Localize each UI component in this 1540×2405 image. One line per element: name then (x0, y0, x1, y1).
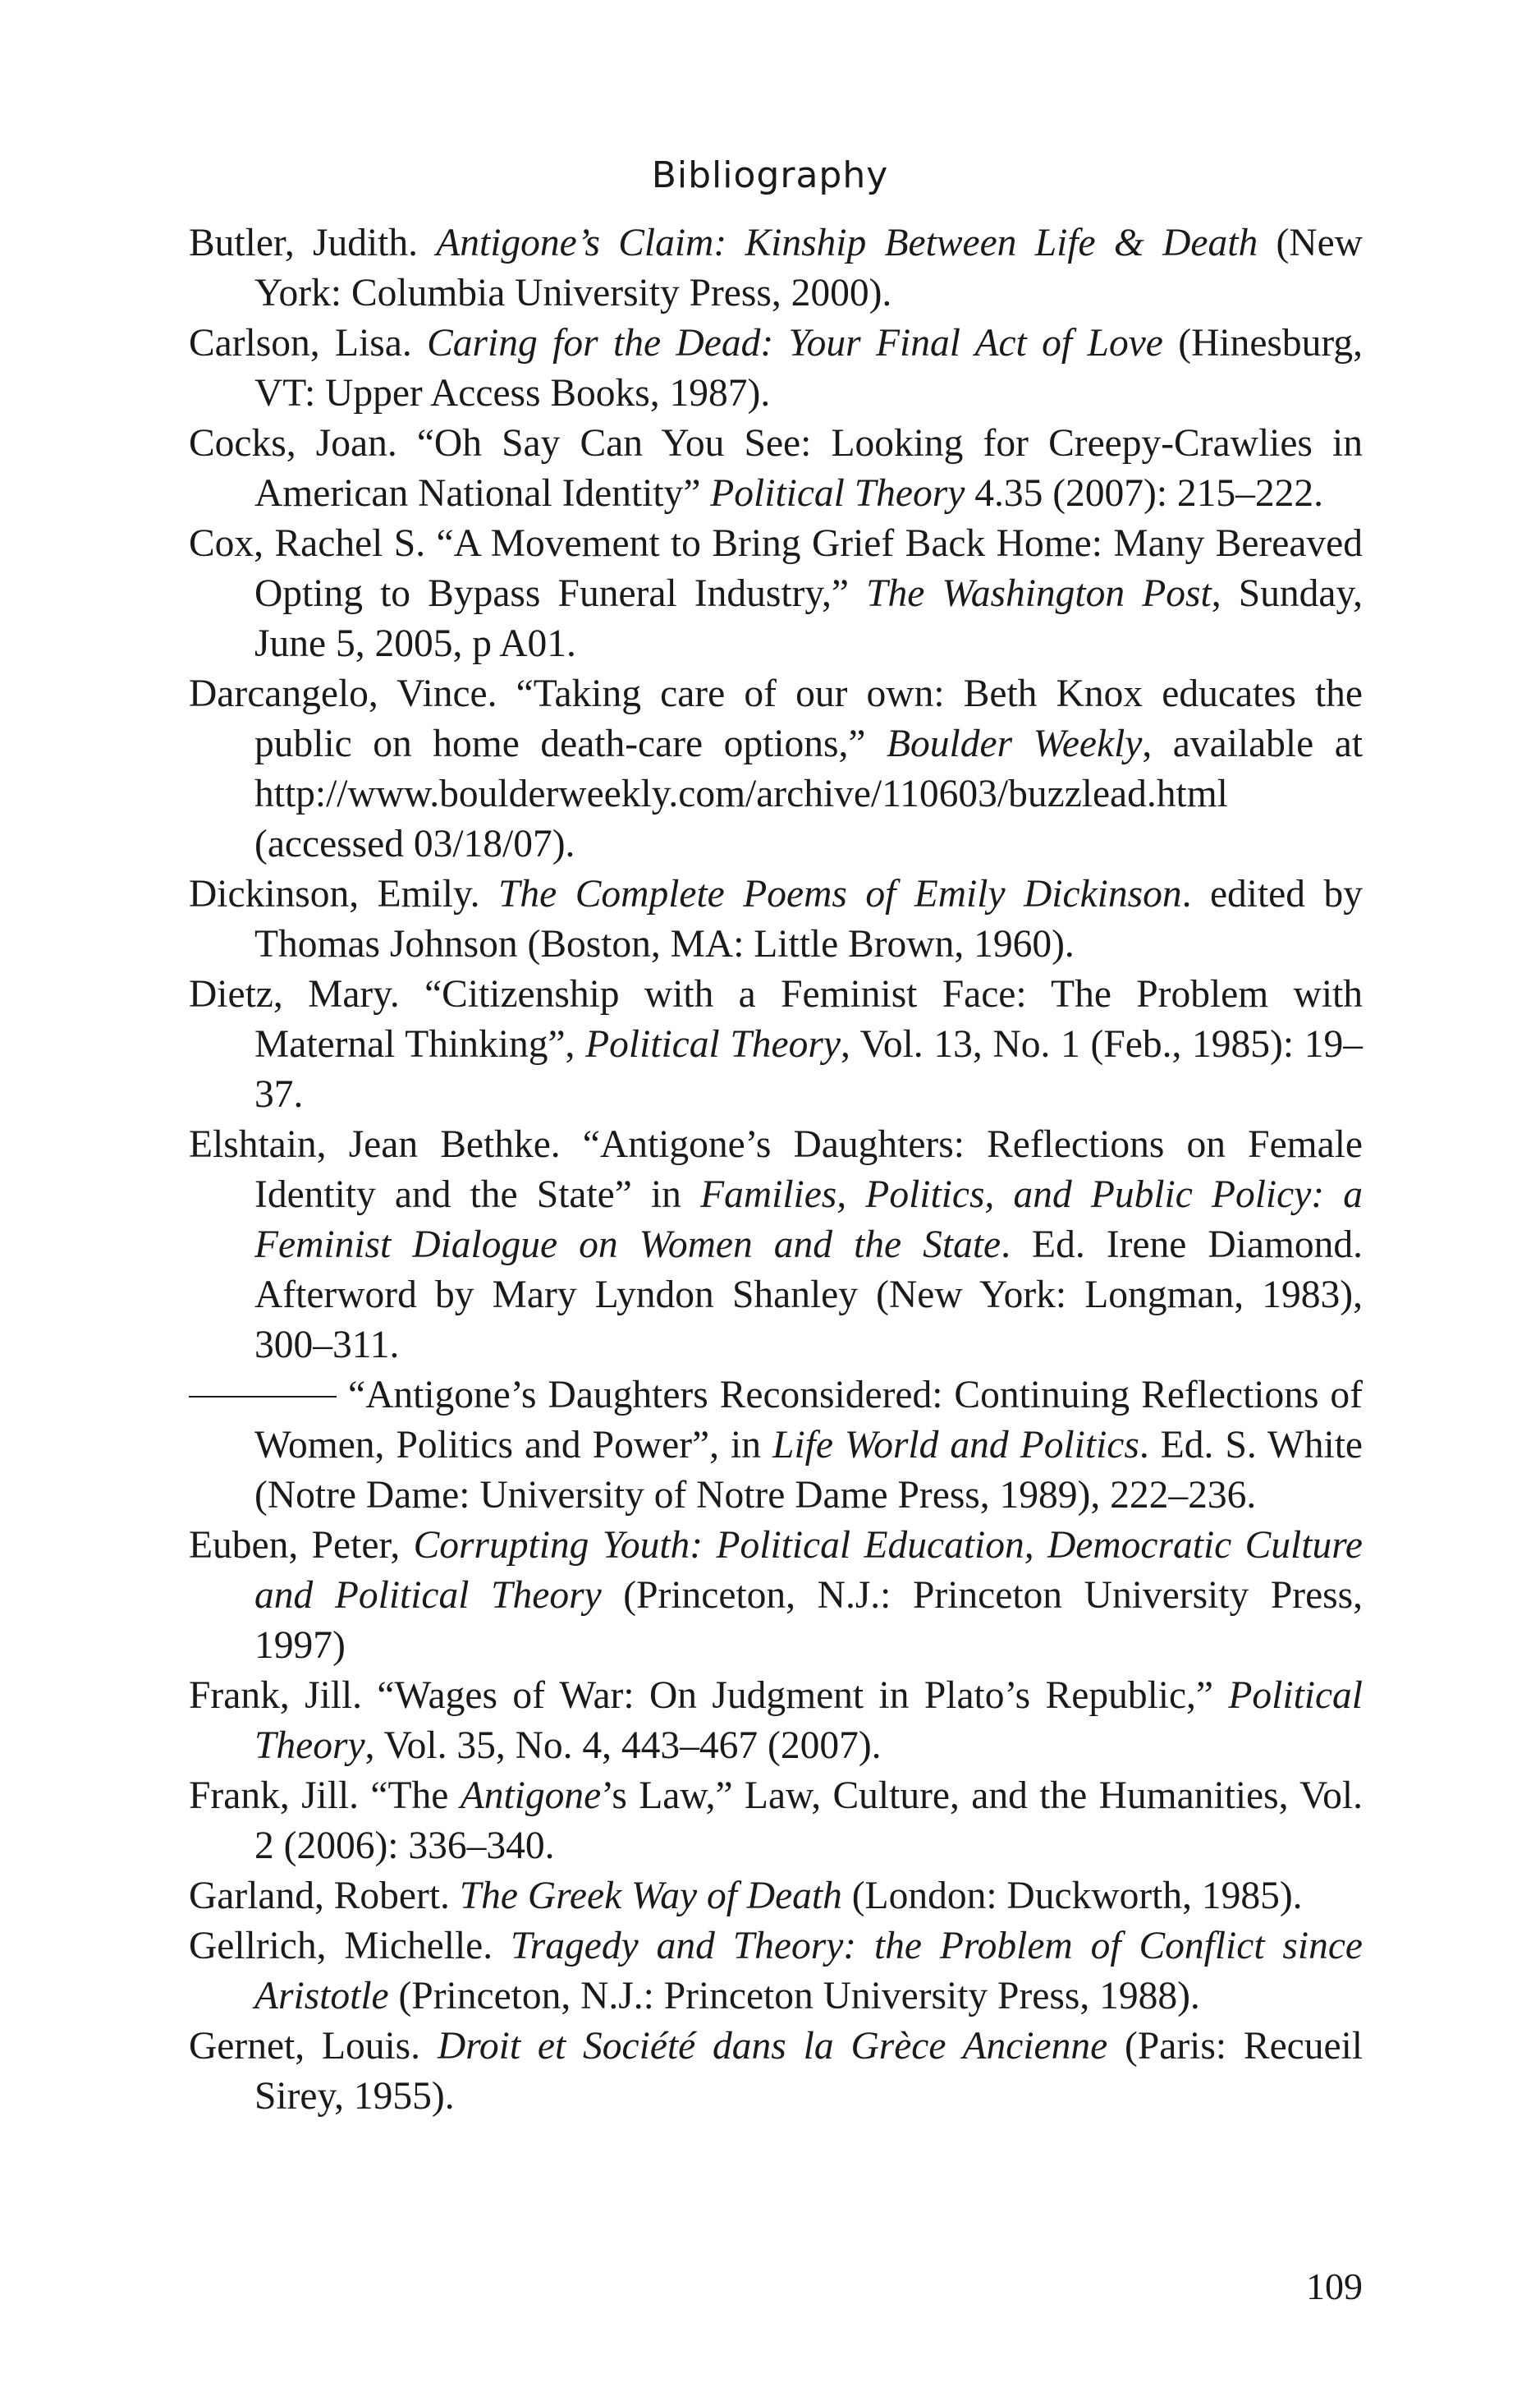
entry-text: (Hinesburg, VT: Upper Access Books, 1987). (254, 322, 1363, 415)
entry-text: Frank, Jill. “The (189, 1774, 461, 1817)
entry-text: . Ed. Irene Diamond. Afterword by Mary Lyndon Shanley (New York: Longman, 1983), 300–311. (254, 1223, 1363, 1366)
entry-text: Frank, Jill. “Wages of War: On Judgment in Plato’s Republic,” (189, 1674, 1229, 1717)
running-head: Bibliography (651, 154, 889, 196)
entry-text: Cocks, Joan. “Oh Say Can You See: Looking for Creepy-Crawlies in American National Identity” (189, 422, 1363, 515)
bibliography-entry (189, 419, 1363, 519)
entry-text: Euben, Peter, (189, 1524, 414, 1567)
bibliography-entry (189, 218, 1363, 319)
entry-text: , Vol. 13, No. 1 (Feb., 1985): 19–37. (254, 1023, 1364, 1116)
entry-text: Dickinson, Emily. (189, 873, 498, 916)
page-number: 109 (1306, 2265, 1363, 2307)
entry-text: Dietz, Mary. “Citizenship with a Feminist Face: The Problem with Maternal Thinking”, (189, 973, 1363, 1066)
entry-title: The Complete Poems of Emily Dickinson (497, 873, 1182, 916)
entry-title: Political Theory (254, 1674, 1363, 1767)
entry-title: Political Theory (585, 1023, 841, 1066)
entry-text: Darcangelo, Vince. “Taking care of our own: Beth Knox educates the public on home death-care options,” (189, 672, 1363, 765)
bibliography-entry (189, 519, 1363, 669)
entry-text: Garland, Robert. (189, 1875, 460, 1917)
bibliography-entry (189, 1120, 1363, 1370)
entry-text: , Sunday, June 5, 2005, p A01. (254, 572, 1363, 665)
entry-text: (New York: Columbia University Press, 2000). (254, 222, 1363, 314)
entry-text: Gellrich, Michelle. (189, 1925, 511, 1967)
entry-title: Political Theory (710, 472, 965, 515)
entry-title: The Washington Post (866, 572, 1212, 615)
entry-title: Antigone’s Claim: Kinship Between Life & Death (436, 222, 1258, 264)
entry-text: Cox, Rachel S. “A Movement to Bring Grief Back Home: Many Bereaved Opting to Bypass Funeral Industry,” (189, 522, 1363, 615)
entry-title: Droit et Société dans la Grèce Ancienne (437, 2025, 1108, 2068)
entry-text: Carlson, Lisa. (189, 322, 428, 365)
repeat-author-rule (189, 1396, 337, 1398)
bibliography-entry (189, 1671, 1363, 1771)
entry-text: ’s Law,” Law, Culture, and the Humanities, Vol. 2 (2006): 336–340. (254, 1774, 1363, 1867)
entry-text: . Ed. S. White (Notre Dame: University of Notre Dame Press, 1989), 222–236. (254, 1424, 1363, 1517)
bibliography-entry (189, 1921, 1363, 2022)
entry-text: (London: Duckworth, 1985). (841, 1875, 1303, 1917)
bibliography-entry (189, 970, 1363, 1120)
entry-title: Corrupting Youth: Political Education, Democratic Culture and Political Theory (254, 1524, 1364, 1617)
entry-title: Antigone (460, 1774, 602, 1817)
entry-text: . edited by Thomas Johnson (Boston, MA: Little Brown, 1960). (254, 873, 1363, 966)
entry-text: (Princeton, N.J.: Princeton University Press, 1997) (254, 1574, 1363, 1667)
entry-text: (Paris: Recueil Sirey, 1955). (254, 2025, 1363, 2118)
entry-text: Butler, Judith. (189, 222, 437, 264)
bibliography-entry (189, 669, 1363, 870)
bibliography-entry (189, 1521, 1363, 1671)
bibliography-list (189, 218, 1363, 2122)
entry-text: “Antigone’s Daughters Reconsidered: Continuing Reflections of Women, Politics and Power”, in (254, 1374, 1363, 1466)
entry-text: 4.35 (2007): 215–222. (965, 472, 1324, 515)
entry-title: Boulder Weekly (887, 723, 1143, 765)
entry-title: The Greek Way of Death (459, 1875, 842, 1917)
bibliography-entry (189, 870, 1363, 970)
bibliography-entry (189, 1871, 1363, 1921)
entry-text: Gernet, Louis. (189, 2025, 438, 2068)
entry-title: Caring for the Dead: Your Final Act of Love (427, 322, 1163, 365)
entry-text: (Princeton, N.J.: Princeton University Press, 1988). (388, 1975, 1200, 2017)
bibliography-entry (189, 1771, 1363, 1871)
entry-title: Tragedy and Theory: the Problem of Conflict since Aristotle (254, 1925, 1363, 2017)
entry-text: , Vol. 35, No. 4, 443–467 (2007). (364, 1724, 882, 1767)
bibliography-entry (189, 1370, 1363, 1521)
bibliography-entry (189, 319, 1363, 419)
entry-text: , available at http://www.boulderweekly.com/archive/110603/buzzlead.html (accessed 03/18/07). (254, 723, 1364, 865)
entry-title: Families, Politics, and Public Policy: a Feminist Dialogue on Women and the State (254, 1173, 1363, 1266)
entry-text: Elshtain, Jean Bethke. “Antigone’s Daughters: Reflections on Female Identity and the State” in (189, 1123, 1363, 1216)
entry-title: Life World and Politics (772, 1424, 1139, 1466)
bibliography-entry (189, 2022, 1363, 2122)
